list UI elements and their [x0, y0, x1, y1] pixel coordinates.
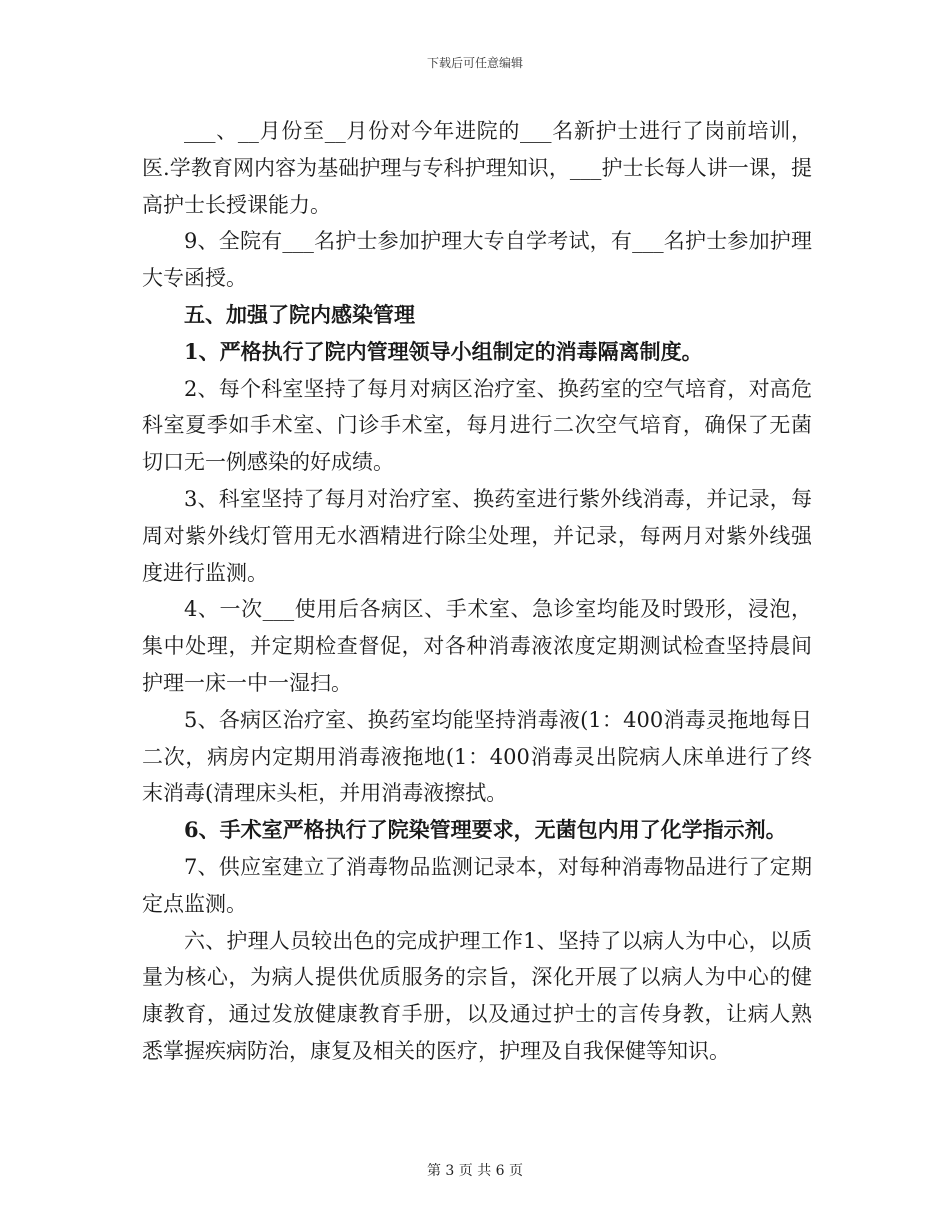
page-header: 下载后可任意编辑 — [426, 56, 523, 70]
paragraph-item-7: 7、供应室建立了消毒物品监测记录本，对每种消毒物品进行了定期定点监测。 — [142, 854, 812, 916]
page-number: 第 3 页 共 6 页 — [426, 1163, 524, 1179]
section-heading-infection: 五、加强了院内感染管理 — [184, 301, 415, 327]
paragraph-item-2: 2、每个科室坚持了每月对病区治疗室、换药室的空气培育，对高危科室夏季如手术室、门诊手术室，每月进行二次空气培育，确保了无菌切口无一例感染的好成绩。 — [142, 376, 812, 475]
paragraph-item-1: 1、严格执行了院内管理领导小组制定的消毒隔离制度。 — [184, 338, 703, 364]
paragraph-training: ___、__月份至__月份对今年进院的___名新护士进行了岗前培训，医.学教育网内容为基础护理与专科护理知识，___护士长每人讲一课，提高护士长授课能力。 — [142, 119, 812, 217]
section-heading-nursing-staff: 六、护理人员较出色的完成护理工作1、坚持了以病人为中心，以质量为核心，为病人提供优质服务的宗旨，深化开展了以病人为中心的健康教育，通过发放健康教育手册，以及通过护士的言传身教，让病人熟悉掌握疾病防治，康复及相关的医疗，护理及自我保健等知识。 — [142, 928, 812, 1063]
document-body — [142, 113, 812, 1070]
paragraph-item-6: 6、手术室严格执行了院染管理要求，无菌包内用了化学指示剂。 — [184, 817, 787, 843]
paragraph-item-9: 9、全院有___名护士参加护理大专自学考试，有___名护士参加护理大专函授。 — [142, 229, 812, 291]
paragraph-item-5: 5、各病区治疗室、换药室均能坚持消毒液(1：400消毒灵拖地每日二次，病房内定期用消毒液拖地(1：400消毒灵出院病人床单进行了终末消毒(清理床头柜，并用消毒液擦拭。 — [142, 707, 812, 806]
paragraph-item-4: 4、一次___使用后各病区、手术室、急诊室均能及时毁形，浸泡，集中处理，并定期检查督促，对各种消毒液浓度定期测试检查坚持晨间护理一床一中一湿扫。 — [142, 597, 812, 695]
paragraph-item-3: 3、科室坚持了每月对治疗室、换药室进行紫外线消毒，并记录，每周对紫外线灯管用无水酒精进行除尘处理，并记录，每两月对紫外线强度进行监测。 — [142, 486, 812, 585]
